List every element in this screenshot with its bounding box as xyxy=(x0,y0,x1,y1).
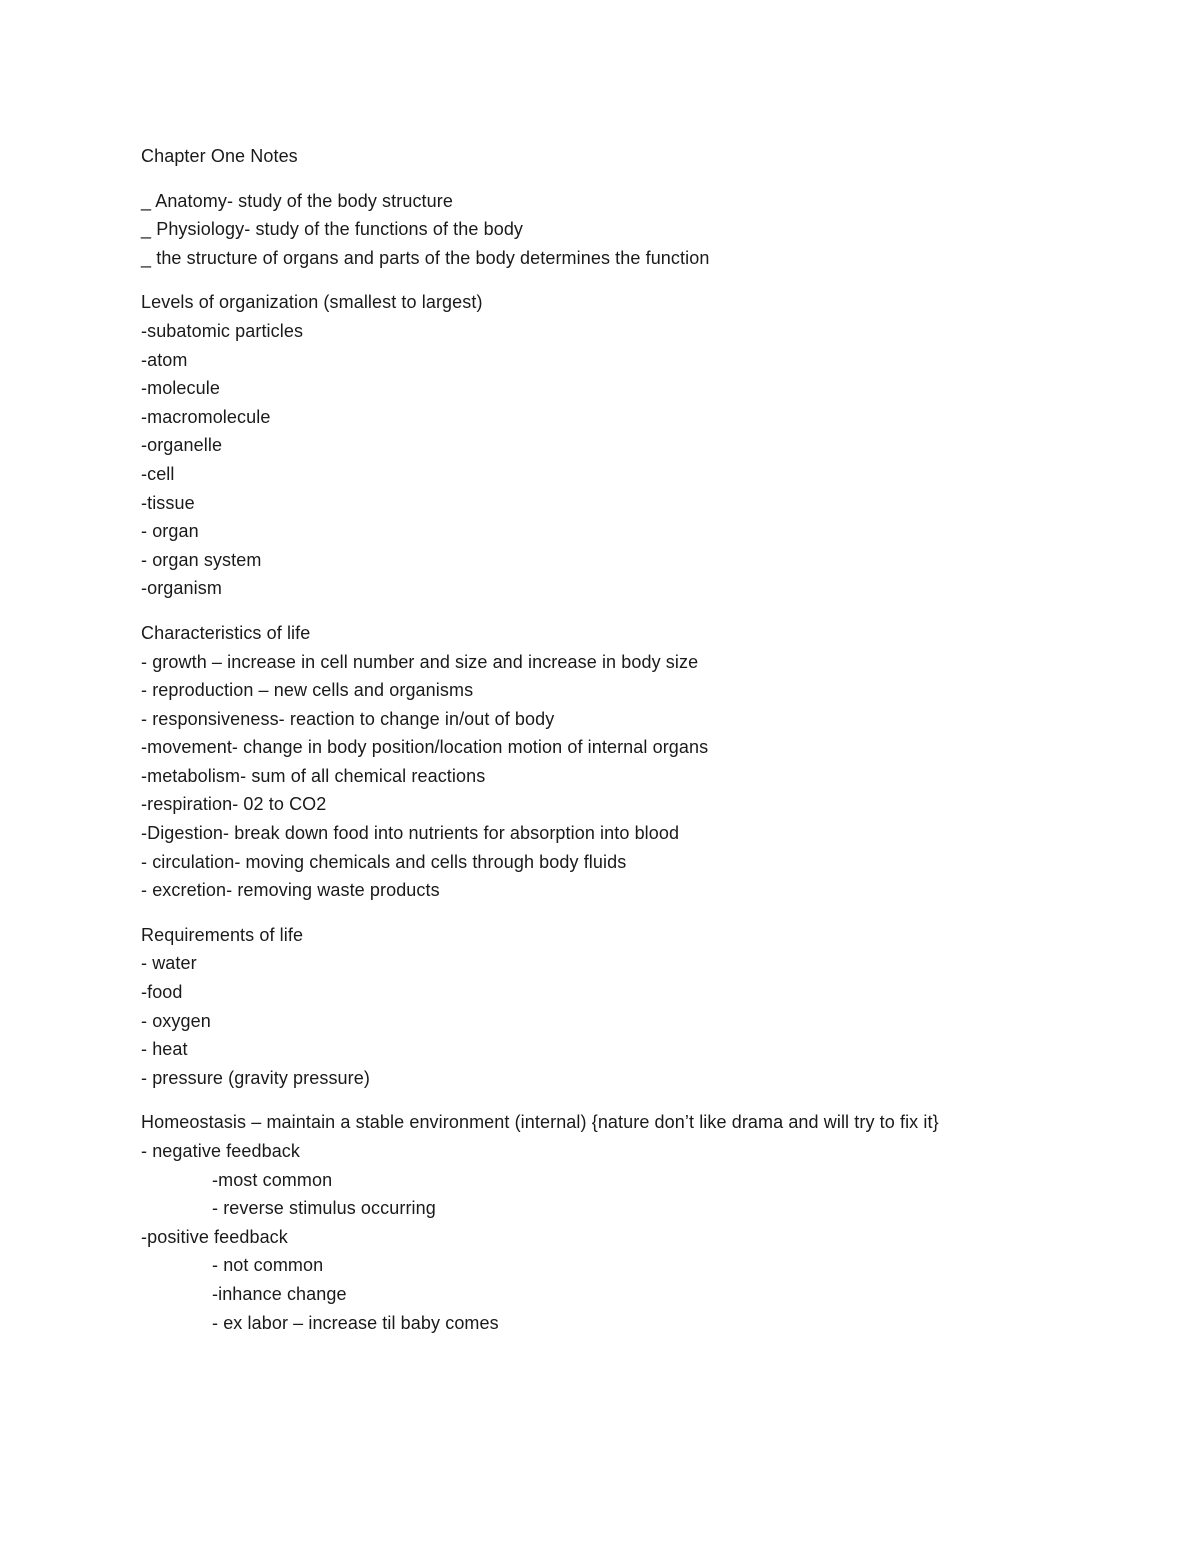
list-item: -movement- change in body position/location motion of internal organs xyxy=(141,737,709,758)
section-heading: Levels of organization (smallest to largest) xyxy=(141,292,483,313)
section-heading: Characteristics of life xyxy=(141,622,311,643)
characteristics-section xyxy=(141,619,1141,905)
list-item: -subatomic particles xyxy=(141,320,304,341)
list-item: -molecule xyxy=(141,378,220,399)
list-item: - oxygen xyxy=(141,1010,211,1031)
list-item: _ the structure of organs and parts of the body determines the function xyxy=(141,247,710,268)
list-item: -metabolism- sum of all chemical reactions xyxy=(141,765,486,786)
homeostasis-section xyxy=(141,1108,1141,1337)
list-item: - not common xyxy=(212,1255,324,1276)
section-heading: Requirements of life xyxy=(141,924,304,945)
list-item: - heat xyxy=(141,1039,188,1060)
list-item: - responsiveness- reaction to change in/out of body xyxy=(141,708,555,729)
list-item: - organ xyxy=(141,521,199,542)
list-item: - reproduction – new cells and organisms xyxy=(141,680,474,701)
list-item: -most common xyxy=(212,1169,333,1190)
list-item: -respiration- 02 to CO2 xyxy=(141,794,327,815)
list-item: _ Anatomy- study of the body structure xyxy=(141,190,453,211)
list-item: -inhance change xyxy=(212,1283,347,1304)
list-item: -tissue xyxy=(141,492,195,513)
section-heading: Homeostasis – maintain a stable environment (internal) {nature don’t like drama and will try to fix it} xyxy=(141,1112,939,1133)
list-item: -atom xyxy=(141,349,188,370)
intro-section xyxy=(141,187,1141,273)
document-body xyxy=(141,142,1141,1353)
list-item: _ Physiology- study of the functions of the body xyxy=(141,219,524,240)
list-item: -cell xyxy=(141,463,175,484)
page-title: Chapter One Notes xyxy=(141,146,298,166)
list-item: - excretion- removing waste products xyxy=(141,880,440,901)
negative-feedback-label: - negative feedback xyxy=(141,1141,301,1161)
list-item: - water xyxy=(141,953,197,974)
list-item: - organ system xyxy=(141,549,262,570)
list-item: -food xyxy=(141,982,183,1003)
requirements-section xyxy=(141,921,1141,1093)
list-item: -organism xyxy=(141,578,222,599)
list-item: - ex labor – increase til baby comes xyxy=(212,1312,499,1333)
list-item: - reverse stimulus occurring xyxy=(212,1198,436,1219)
list-item: -macromolecule xyxy=(141,406,271,427)
positive-feedback-label: -positive feedback xyxy=(141,1226,288,1247)
list-item: -organelle xyxy=(141,435,223,456)
list-item: - growth – increase in cell number and size and increase in body size xyxy=(141,651,699,672)
list-item: - circulation- moving chemicals and cells through body fluids xyxy=(141,851,627,872)
list-item: - pressure (gravity pressure) xyxy=(141,1067,370,1088)
list-item: -Digestion- break down food into nutrients for absorption into blood xyxy=(141,823,680,844)
levels-section xyxy=(141,288,1141,603)
